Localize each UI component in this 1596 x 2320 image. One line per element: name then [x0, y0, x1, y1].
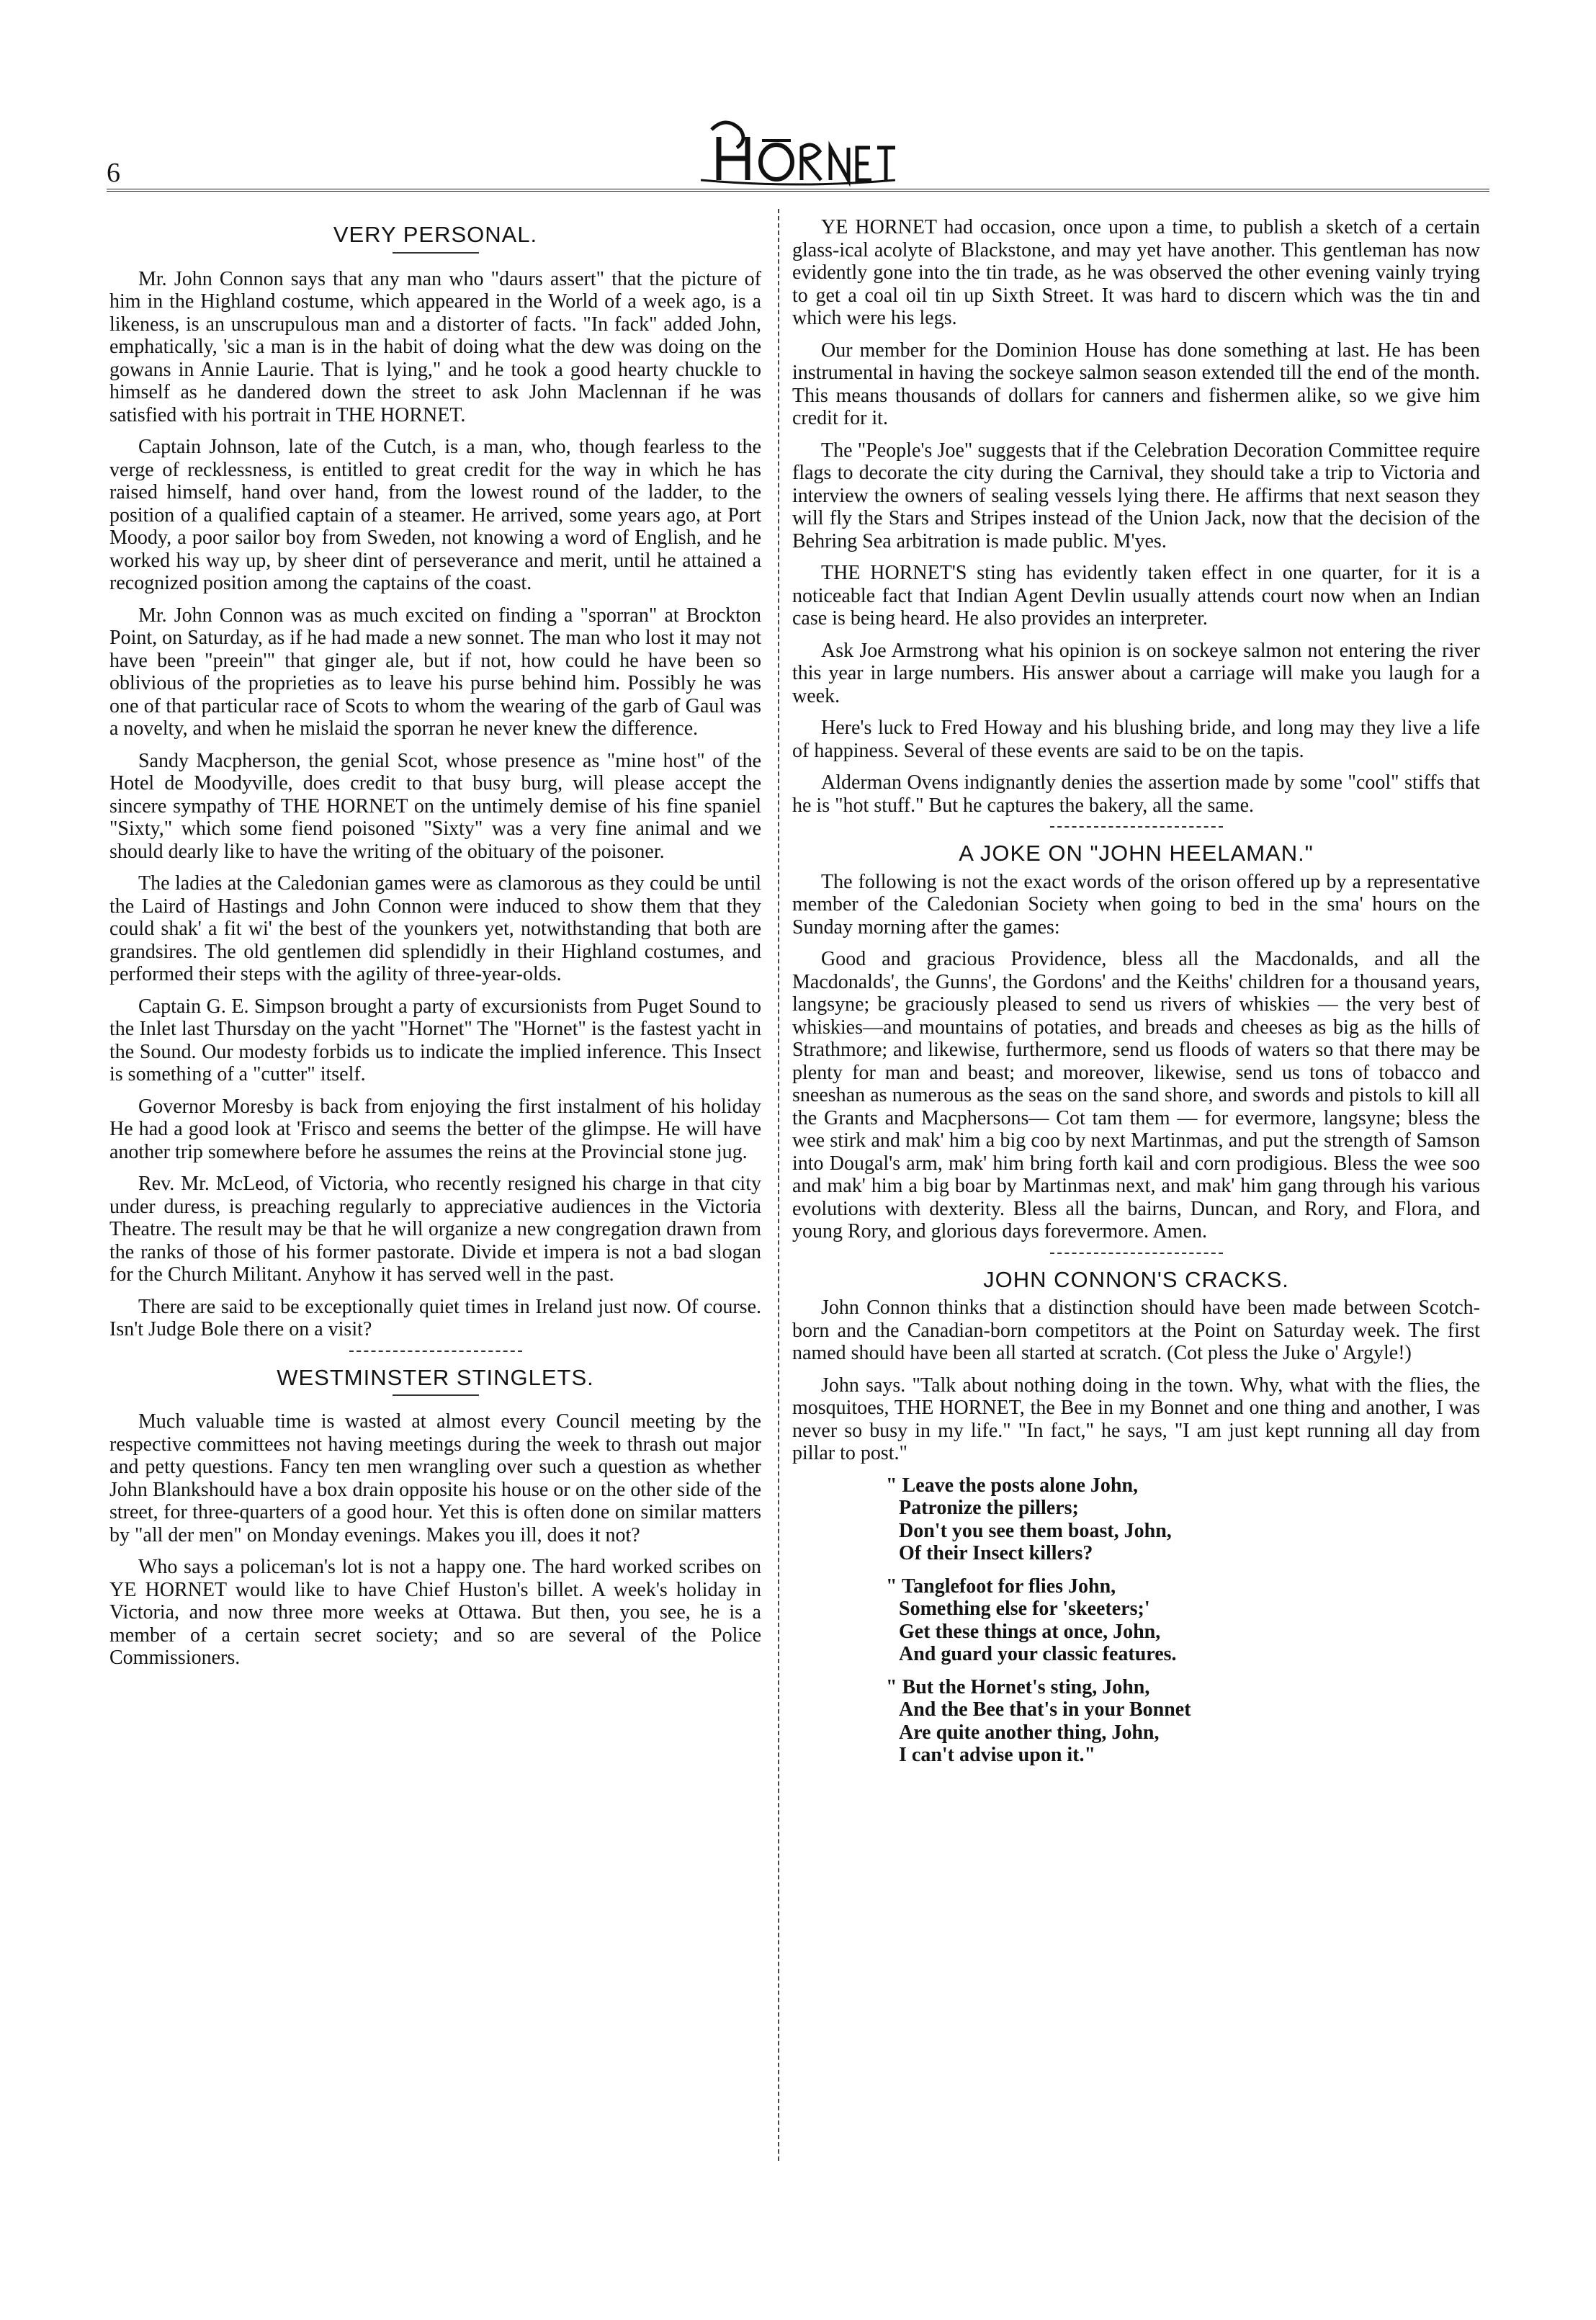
paragraph: Here's luck to Fred Howay and his blushing bride, and long may they live a life of happiness. Several of these events are said to be on the tapis.	[792, 717, 1480, 762]
masthead-logo	[697, 108, 899, 187]
paragraph: Captain G. E. Simpson brought a party of excursionists from Puget Sound to the Inlet last Thursday on the yacht "Hornet" The "Hornet" is the fastest yacht in the Sound. Our modesty forbids us to indicate the implied inference. This Insect is something of a "cutter" itself.	[109, 995, 761, 1085]
poem	[886, 1474, 1480, 1767]
heading-rule	[393, 1394, 479, 1396]
paragraph: Ask Joe Armstrong what his opinion is on sockeye salmon not entering the river this year in large numbers. His answer about a carriage will make you laugh for a week.	[792, 639, 1480, 707]
paragraph: Our member for the Dominion House has done something at last. He has been instrumental in having the sockeye salmon season extended till the end of the month. This means thousands of dollars for canners and fishermen alike, so we give him credit for it.	[792, 339, 1480, 429]
heading-very-personal: VERY PERSONAL.	[333, 222, 538, 247]
poem-stanza	[886, 1474, 1480, 1565]
paragraph: Alderman Ovens indignantly denies the assertion made by some "cool" stiffs that he is "hot stuff." But he captures the bakery, all the same.	[792, 771, 1480, 817]
header-rule	[107, 189, 1489, 192]
paragraph: Rev. Mr. McLeod, of Victoria, who recently resigned his charge in that city under duress, is preaching regularly to appreciative audiences in the Victoria Theatre. The result may be that he will organize a new congregation drawn from the ranks of those of his former pastorate. Divide et impera is not a bad slogan for the Church Militant. Anyhow it has served well in the past.	[109, 1173, 761, 1286]
left-column	[109, 216, 761, 1679]
paragraph: THE HORNET'S sting has evidently taken effect in one quarter, for it is a noticeable fact that Indian Agent Devlin usually attends court now when an Indian case is being heard. He also provides an interpreter.	[792, 562, 1480, 630]
poem-line: I can't advise upon it."	[899, 1744, 1096, 1766]
heading-westminster-stinglets: WESTMINSTER STINGLETS.	[277, 1364, 594, 1390]
paragraph: Mr. John Connon says that any man who "daurs assert" that the picture of him in the Highland costume, which appeared in the World of a week ago, is a likeness, is an unscrupulous man and a distorter of facts. "In fack" added John, emphatically, 'sic a man is in the habit of doing what the dew was doing on the gowans in Annie Laurie. That is lying," and he took a good hearty chuckle to himself as he dandered down the street to ask John Maclennan if he was satisfied with his portrait in THE HORNET.	[109, 267, 761, 426]
poem-line: Get these things at once, John,	[899, 1620, 1161, 1643]
poem-line: Patronize the pillers;	[899, 1497, 1079, 1519]
paragraph: Mr. John Connon was as much excited on finding a "sporran" at Brockton Point, on Saturday, as if he had made a new sonnet. The man who lost it may not have been "preein'" that ginger ale, but if not, how could he have been so oblivious of the proprieties as to leave his purse behind him. Possibly he was one of that particular race of Scots to whom the wearing of the garb of Gaul was a novelty, and when he mislaid the sporran he never knew the difference.	[109, 604, 761, 740]
section-separator	[1050, 826, 1223, 828]
poem-stanza	[886, 1575, 1480, 1666]
paragraph: John Connon thinks that a distinction should have been made between Scotch-born and the Canadian-born competitors at the Point on Saturday week. The first named should have been all started at scratch. (Cot pless the Juke o' Argyle!)	[792, 1296, 1480, 1364]
section-separator	[349, 1351, 522, 1352]
paragraph: The following is not the exact words of the orison offered up by a representative member of the Caledonian Society when going to bed in the sma' hours on the Sunday morning after the games:	[792, 870, 1480, 939]
poem-line: Something else for 'skeeters;'	[899, 1598, 1150, 1620]
paragraph: The "People's Joe" suggests that if the Celebration Decoration Committee require flags to decorate the city during the Carnival, they should take a trip to Victoria and interview the owners of sealing vessels lying there. He affirms that next season they will fly the Stars and Stripes instead of the Union Jack, now that the decision of the Behring Sea arbitration is made public. M'yes.	[792, 439, 1480, 552]
paragraph: Who says a policeman's lot is not a happy one. The hard worked scribes on YE HORNET would like to have Chief Huston's billet. A week's holiday in Victoria, and now three more weeks at Ottawa. But then, you see, he is a member of a certain secret society; and so are several of the Police Commissioners.	[109, 1556, 761, 1669]
paragraph: Good and gracious Providence, bless all the Macdonalds, and all the Macdonalds', the Gunns', the Gordons' and the Keiths' children for a thousand years, langsyne; be graciously pleased to send us rivers of whiskies — the very best of whiskies—and mountains of potaties, and breads and cheeses as big as the hills of Strathmore; and likewise, furthermore, send us floods of waters so that there may be plenty for man and beast; and moreover, likewise, send us tons of tobacco and sneeshan as numerous as the seas on the sand shore, and swords and pistols to kill all the Grants and Macphersons— Cot tam them — for evermore, langsyne; bless the wee stirk and mak' him a big coo by next Martinmas, and put the strength of Samson into Dougal's arm, mak' him bring forth kail and corn prodigious. Bless the wee soo and mak' him a big boar by Martinmas next, and mak' him gang through his various evolutions with dexterity. Bless all the bairns, Duncan, and Rory, and Flora, and young Rory, and glorious days forevermore. Amen.	[792, 948, 1480, 1242]
poem-line: And guard your classic features.	[899, 1643, 1177, 1665]
right-column	[792, 216, 1480, 1777]
heading-john-connons-cracks: JOHN CONNON'S CRACKS.	[983, 1266, 1289, 1292]
section-separator	[1050, 1253, 1223, 1254]
poem-line: " But the Hornet's sting, John,	[886, 1675, 1150, 1698]
poem-line: " Tanglefoot for flies John,	[886, 1575, 1116, 1598]
paragraph: Governor Moresby is back from enjoying the first instalment of his holiday He had a good look at 'Frisco and seems the better of the glimpse. He will have another trip somewhere before he assumes the reins at the Provincial stone jug.	[109, 1095, 761, 1163]
hornet-logo-icon	[697, 108, 899, 187]
poem-line: Don't you see them boast, John,	[899, 1519, 1172, 1542]
heading-rule	[393, 252, 479, 254]
poem-line: Of their Insect killers?	[899, 1542, 1093, 1564]
page-number: 6	[107, 158, 120, 188]
paragraph: Captain Johnson, late of the Cutch, is a man, who, though fearless to the verge of recklessness, is entitled to great credit for the way in which he has raised himself, hand over hand, from the lowest round of the ladder, to the position of a qualified captain of a steamer. He arrived, some years ago, at Port Moody, a poor sailor boy from Sweden, not knowing a word of English, and he worked his way up, by sheer dint of perseverance and merit, until he attained a recognized position among the captains of the coast.	[109, 436, 761, 594]
poem-line: Are quite another thing, John,	[899, 1721, 1160, 1744]
poem-stanza	[886, 1676, 1480, 1767]
paragraph: Much valuable time is wasted at almost every Council meeting by the respective committees not having meetings during the week to thrash out major and petty questions. Fancy ten men wrangling over such a question as whether John Blankshould have a box drain opposite his house or on the other side of the street, for three-quarters of a good hour. Yet this is often done on similar matters by "all der men" on Monday evenings. Makes you ill, does it not?	[109, 1410, 761, 1546]
paragraph: YE HORNET had occasion, once upon a time, to publish a sketch of a certain glass-ical acolyte of Blackstone, and may yet have another. This gentleman has now evidently gone into the tin trade, as he was observed the other evening vainly trying to get a coal oil tin up Sixth Street. It was hard to discern which was the tin and which were his legs.	[792, 216, 1480, 329]
poem-line: " Leave the posts alone John,	[886, 1474, 1139, 1497]
paragraph: John says. "Talk about nothing doing in the town. Why, what with the flies, the mosquitoes, THE HORNET, the Bee in my Bonnet and one thing and another, I was never so busy in my life." "In fact," he says, "I am just kept running all day from pillar to post."	[792, 1374, 1480, 1464]
paragraph: There are said to be exceptionally quiet times in Ireland just now. Of course. Isn't Judge Bole there on a visit?	[109, 1295, 761, 1340]
column-divider	[778, 209, 779, 2161]
paragraph: Sandy Macpherson, the genial Scot, whose presence as "mine host" of the Hotel de Moodyville, does credit to that busy burg, will please accept the sincere sympathy of THE HORNET on the untimely demise of his fine spaniel "Sixty," which some fiend poisoned "Sixty" was a very fine animal and we should dearly like to have the writing of the obituary of the poisoner.	[109, 749, 761, 863]
poem-line: And the Bee that's in your Bonnet	[899, 1698, 1191, 1721]
heading-joke-john-heelaman: A JOKE ON "JOHN HEELAMAN."	[959, 841, 1314, 866]
paragraph: The ladies at the Caledonian games were as clamorous as they could be until the Laird of Hastings and John Connon were induced to show them that they could shak' a fit wi' the best of the younkers yet, notwithstanding that both are grandsires. The old gentlemen did splendidly in their Highland costumes, and performed their steps with the agility of three-year-olds.	[109, 872, 761, 985]
